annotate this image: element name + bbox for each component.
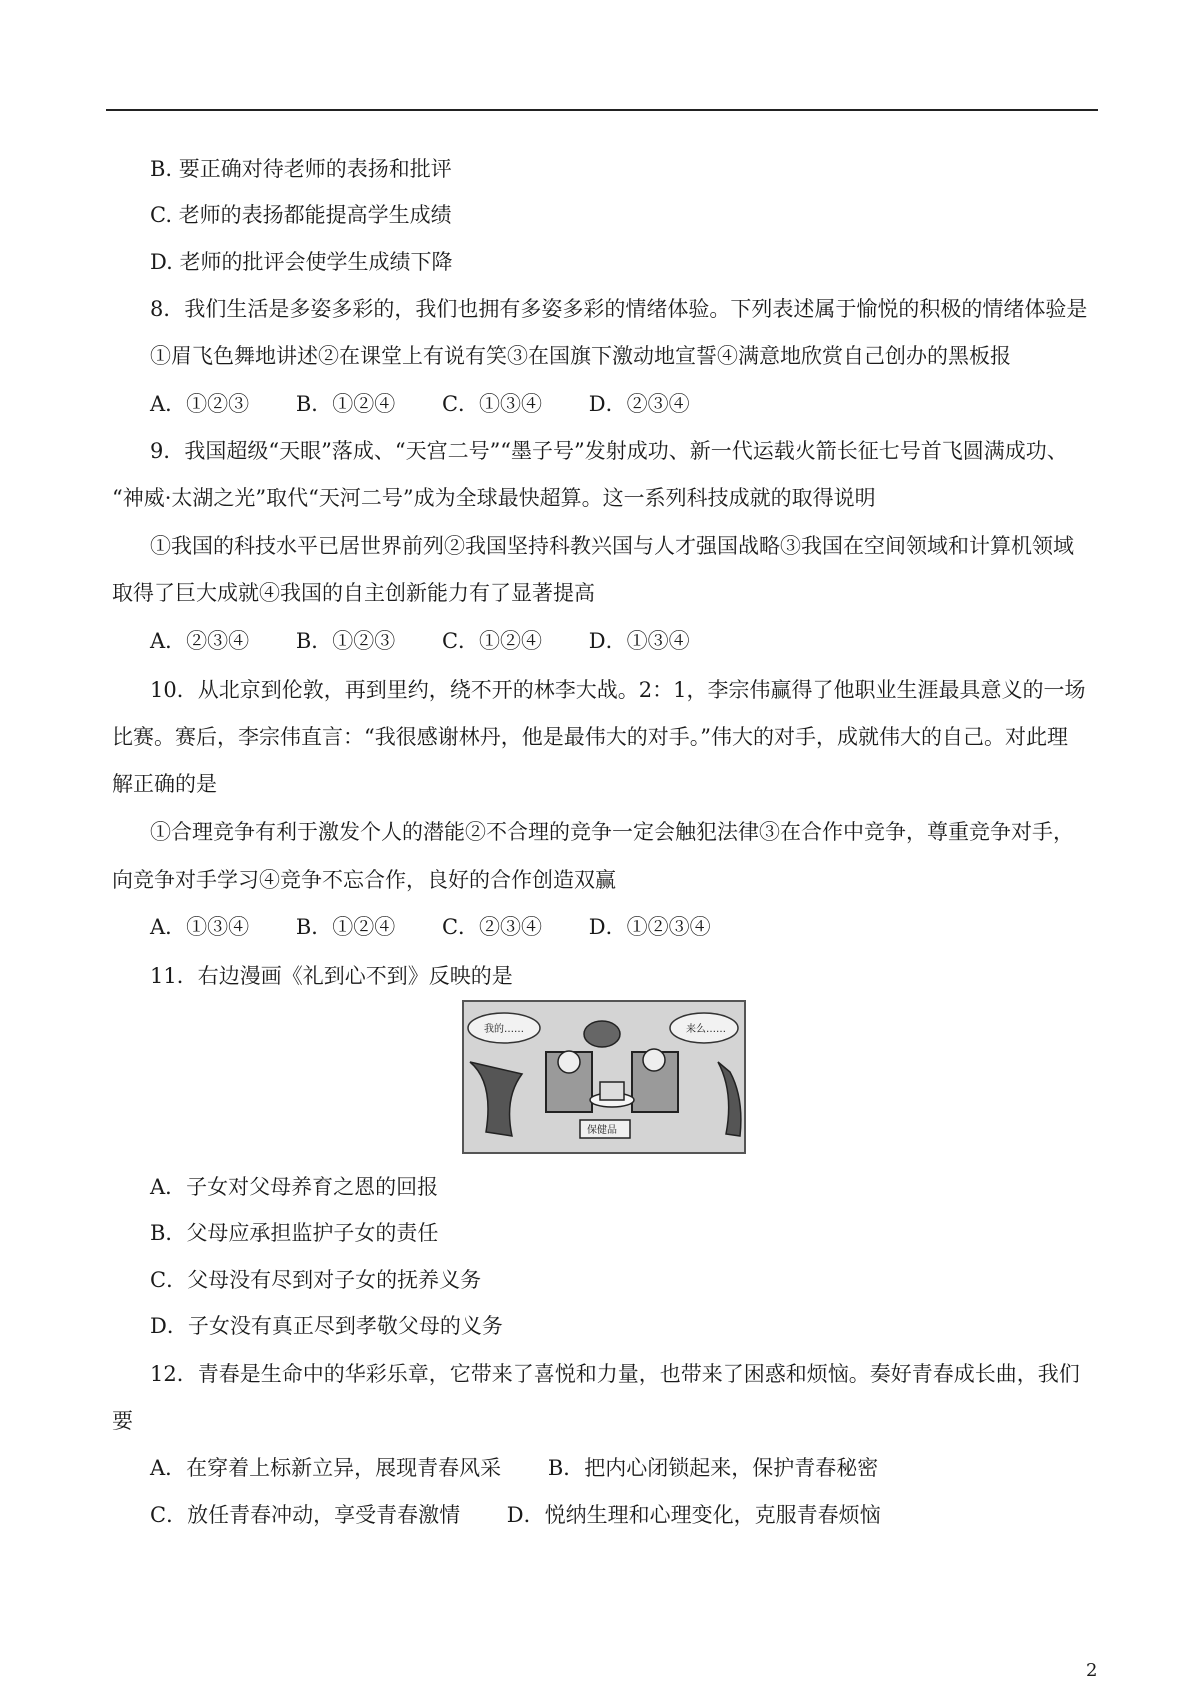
left-bubble-text: 我的…… bbox=[484, 1024, 524, 1035]
gift-box-icon bbox=[600, 1082, 624, 1100]
right-bubble-text: 来么…… bbox=[686, 1024, 726, 1035]
q9-stem-line2: “神威·太湖之光”取代“天河二号”成为全球最快超算。这一系列科技成就的取得说明 bbox=[112, 486, 876, 510]
elderly-father-icon bbox=[558, 1051, 580, 1073]
q10-option-b: B．①②④ bbox=[295, 915, 396, 939]
q9-items-line1: ①我国的科技水平已居世界前列②我国坚持科教兴国与人才强国战略③我国在空间领域和计算机领域 bbox=[150, 534, 1074, 558]
q11-option-c: C．父母没有尽到对子女的抚养义务 bbox=[150, 1268, 482, 1292]
q10-options bbox=[150, 913, 751, 941]
q10-items-line1: ①合理竞争有利于激发个人的潜能②不合理的竞争一定会触犯法律③在合作中竞争，尊重竞争对手， bbox=[150, 820, 1074, 844]
q9-option-a: A．②③④ bbox=[150, 629, 250, 653]
q12-options-row1 bbox=[150, 1454, 878, 1482]
cartoon-drawing bbox=[464, 1002, 744, 1152]
q11-stem: 11．右边漫画《礼到心不到》反映的是 bbox=[150, 964, 513, 988]
q11-option-d: D．子女没有真正尽到孝敬父母的义务 bbox=[150, 1314, 503, 1338]
q12-option-a: A．在穿着上标新立异，展现青春风采 bbox=[150, 1456, 502, 1480]
q9-option-b: B．①②③ bbox=[295, 629, 396, 653]
q10-option-c: C．②③④ bbox=[441, 915, 543, 939]
q9-options bbox=[150, 627, 730, 655]
q11-option-b: B．父母应承担监护子女的责任 bbox=[150, 1221, 439, 1245]
q8-option-c: C．①③④ bbox=[441, 392, 543, 416]
q10-items-line2: 向竞争对手学习④竞争不忘合作，良好的合作创造双赢 bbox=[112, 868, 616, 892]
q9-option-c: C．①②④ bbox=[441, 629, 543, 653]
q8-option-b: B．①②④ bbox=[295, 392, 396, 416]
q12-option-d: D．悦纳生理和心理变化，克服青春烦恼 bbox=[506, 1503, 881, 1527]
q12-stem-line2: 要 bbox=[112, 1409, 133, 1433]
q12-stem-line1: 12．青春是生命中的华彩乐章，它带来了喜悦和力量，也带来了困惑和烦恼。奏好青春成长曲，我们 bbox=[150, 1362, 1080, 1386]
q7-option-c: C. 老师的表扬都能提高学生成绩 bbox=[150, 203, 452, 227]
q10-stem-line1: 10．从北京到伦敦，再到里约，绕不开的林李大战。2：1，李宗伟赢得了他职业生涯最具意义的一场 bbox=[150, 678, 1086, 702]
q8-option-d: D．②③④ bbox=[588, 392, 690, 416]
q10-stem-line2: 比赛。赛后，李宗伟直言：“我很感谢林丹，他是最伟大的对手。”伟大的对手，成就伟大的自己。对此理 bbox=[112, 725, 1068, 749]
wall-character-icon bbox=[584, 1021, 620, 1047]
cartoon-image bbox=[462, 1000, 746, 1154]
elderly-mother-icon bbox=[643, 1049, 665, 1071]
header-rule bbox=[106, 109, 1098, 111]
gift-sign-text: 保健品 bbox=[587, 1125, 617, 1136]
q9-stem-line1: 9．我国超级“天眼”落成、“天宫二号”“墨子号”发射成功、新一代运载火箭长征七号首飞圆满成功、 bbox=[150, 439, 1068, 463]
q10-stem-line3: 解正确的是 bbox=[112, 772, 217, 796]
q12-option-c: C．放任青春冲动，享受青春激情 bbox=[150, 1503, 461, 1527]
q8-stem: 8．我们生活是多姿多彩的，我们也拥有多姿多彩的情绪体验。下列表述属于愉悦的积极的情绪体验是 bbox=[150, 297, 1088, 321]
q8-options bbox=[150, 390, 730, 418]
q11-option-a: A．子女对父母养育之恩的回报 bbox=[150, 1175, 439, 1199]
q7-option-b: B. 要正确对待老师的表扬和批评 bbox=[150, 157, 452, 181]
q9-option-d: D．①③④ bbox=[588, 629, 690, 653]
q8-option-a: A．①②③ bbox=[150, 392, 250, 416]
q8-items: ①眉飞色舞地讲述②在课堂上有说有笑③在国旗下激动地宣誓④满意地欣赏自己创办的黑板报 bbox=[150, 344, 1011, 368]
q10-option-a: A．①③④ bbox=[150, 915, 250, 939]
q12-option-b: B．把内心闭锁起来，保护青春秘密 bbox=[547, 1456, 879, 1480]
page-number: 2 bbox=[1086, 1660, 1098, 1681]
q9-items-line2: 取得了巨大成就④我国的自主创新能力有了显著提高 bbox=[112, 581, 595, 605]
q12-options-row2 bbox=[150, 1501, 881, 1529]
q10-option-d: D．①②③④ bbox=[588, 915, 711, 939]
q7-option-d: D. 老师的批评会使学生成绩下降 bbox=[150, 250, 453, 274]
